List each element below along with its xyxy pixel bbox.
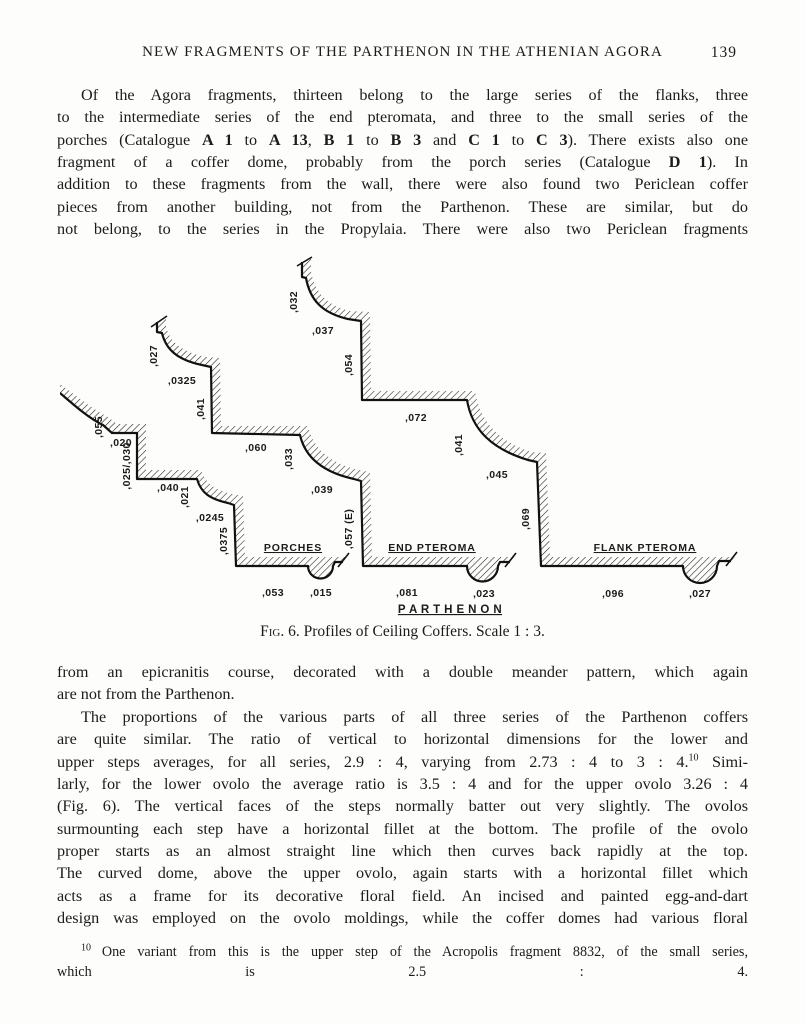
figure-label: ,033 [283,447,295,471]
text-line: upper steps averages, for all series, 2.9 : 4, varying from 2.73 : 4 to 3 : 4.10 Simi- [57,752,748,771]
figure-label: ,069 [520,507,532,531]
figure-label: END PTEROMA [388,542,476,554]
figure-label: ,054 [343,353,355,377]
figure-label: ,032 [288,290,300,314]
footnote-10 [57,942,748,982]
text-line: The curved dome, above the upper ovolo, again starts with a horizontal fillet which [57,864,748,883]
figure-label: ,040 [156,482,180,494]
text-line: acts as a frame for its decorative floral field. An incised and painted egg-and-dart [57,886,748,905]
text-line: porches (Catalogue A 1 to A 13, B 1 to B 3 and C 1 to C 3). There exists also one [57,130,749,149]
paragraph-epicranitis [57,661,748,706]
page-number: 139 [710,44,737,61]
figure-label: P A R T H E N O N [397,604,503,616]
text-line: are not from the Parthenon. [57,685,235,704]
figure-label: ,096 [601,588,625,600]
text-line: not belong, to the series in the Propylaia. There were also two Periclean fragments [57,220,748,239]
figure-label: ,027 [148,344,160,368]
dimension-labels [93,291,711,616]
text-line: are quite similar. The ratio of vertical to horizontal dimensions for the lower and [57,730,748,749]
figure-label: ,021 [179,485,191,509]
figure-caption: Fig. 6. Profiles of Ceiling Coffers. Scale 1 : 3. [260,623,545,640]
text-line: which is 2.5 : 4. [57,964,748,980]
paragraph-agora-fragments [57,84,748,240]
figure-label: ,020 [109,437,133,449]
text-line: surmounting each step have a horizontal fillet at the bottom. The profile of the ovolo [57,819,748,838]
figure-label: ,0245 [195,512,225,524]
figure-label: ,023 [472,588,496,600]
figure-label: ,060 [244,442,268,454]
text-line: larly, for the lower ovolo the average ratio is 3.5 : 4 and for the upper ovolo 3.26 : 4 [57,775,748,794]
figure-label: ,0375 [218,526,230,556]
figure-label: ,037 [311,325,335,337]
figure-label: ,0325 [167,375,197,387]
paragraph-proportions [57,706,748,929]
figure-label: ,025/,030 [121,442,133,490]
text-line: The proportions of the various parts of all three series of the Parthenon coffers [81,708,748,726]
figure-label: ,055 [93,415,105,439]
figure-label: ,027 [688,588,712,600]
figure-label: ,072 [404,412,428,424]
text-line: proper starts as an almost straight line which then curves back rapidly at the top. [57,842,748,861]
figure-label: ,053 [261,587,285,599]
text-line: to the intermediate series of the end pteromata, and three to the small series of the [57,108,748,127]
text-line: pieces from another building, not from the Parthenon. These are similar, but do [57,197,748,216]
figure-label: ,039 [310,484,334,496]
text-line: design was employed on the ovolo moldings, while the coffer domes had various floral [57,909,748,928]
figure-label: FLANK PTEROMA [593,542,697,554]
text-line: fragment of a coffer dome, probably from the porch series (Catalogue D 1). In [57,153,749,172]
figure-label: ,041 [453,433,465,457]
figure-label: ,057 (E) [343,508,355,550]
coffer-profiles-drawing [60,256,770,624]
figure-label: ,041 [195,397,207,421]
figure-label: ,081 [395,587,419,599]
figure-6 [60,256,770,624]
text-line: (Fig. 6). The vertical faces of the steps normally batter out very slightly. The ovolos [57,797,748,816]
profile-lines [60,262,731,583]
figure-label: ,015 [309,587,333,599]
text-line: $^{10}$ One variant from this is the upper step of the Acropolis fragment 8832, of the small series, [81,942,748,960]
figure-label: PORCHES [263,542,323,554]
text-line: Of the Agora fragments, thirteen belong to the large series of the flanks, three [81,86,748,104]
text-line: addition to these fragments from the wall, there were also found two Periclean coffer [57,175,748,194]
page-title: NEW FRAGMENTS OF THE PARTHENON IN THE ATHENIAN AGORA [142,44,663,60]
figure-label: ,045 [485,469,509,481]
hatch-bands [60,256,735,583]
text-line: from an epicranitis course, decorated with a double meander pattern, which again [57,663,748,681]
